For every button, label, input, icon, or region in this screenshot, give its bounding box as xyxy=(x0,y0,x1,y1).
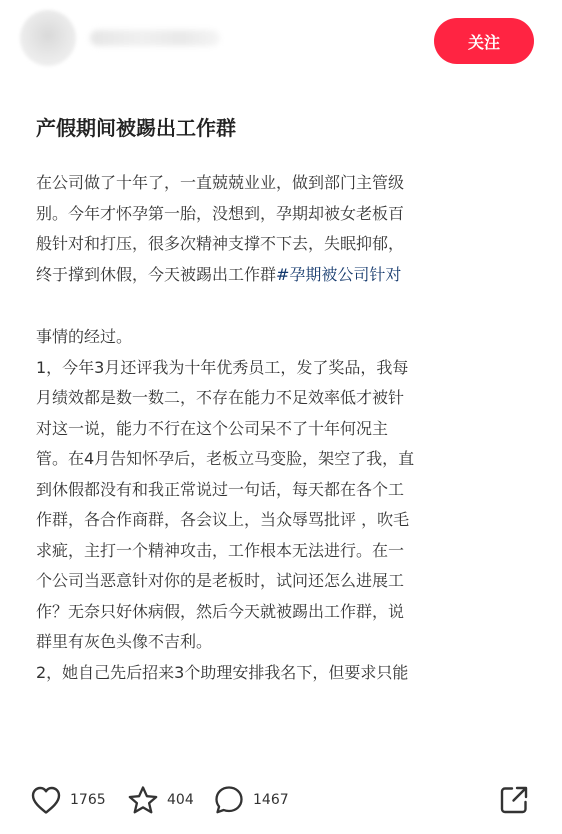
share-icon xyxy=(498,784,530,816)
body-line: 在公司做了十年了，一直兢兢业业，做到部门主管级 xyxy=(36,173,405,192)
body-line: 作群，各合作商群，各会议上，当众辱骂批评 ，吹毛 xyxy=(36,510,410,529)
paragraph-gap xyxy=(36,290,530,322)
body-line: 个公司当恶意针对你的是老板时，试问还怎么进展工 xyxy=(36,571,405,590)
star-icon xyxy=(127,785,159,816)
author-name[interactable] xyxy=(90,30,220,46)
body-line: 作？无奈只好休病假，然后今天就被踢出工作群，说 xyxy=(36,601,405,621)
hashtag-link[interactable]: #孕期被公司针对 xyxy=(276,264,402,284)
comment-count: 1467 xyxy=(253,792,289,808)
body-text: 终于撑到休假，今天被踢出工作群 xyxy=(36,264,277,284)
body-line: 到休假都没有和我正常说过一句话，每天都在各个工 xyxy=(36,479,405,499)
comment-bubble-icon xyxy=(213,784,245,816)
post-header xyxy=(0,0,562,80)
body-line xyxy=(36,260,530,291)
follow-button[interactable]: 关注 xyxy=(434,18,534,64)
post-title: 产假期间被踢出工作群 xyxy=(36,116,236,140)
share-button[interactable] xyxy=(498,784,530,816)
body-line: 1，今年3月还评我为十年优秀员工，发了奖品，我每 xyxy=(36,357,409,377)
body-line: 管。在4月告知怀孕后，老板立马变脸，架空了我，直 xyxy=(36,449,415,468)
body-line: 般针对和打压，很多次精神支撑不下去，失眠抑郁， xyxy=(36,234,405,253)
body-line: 月绩效都是数一数二，不存在能力不足效率低才被针 xyxy=(36,388,405,407)
heart-icon xyxy=(30,785,62,815)
post-body xyxy=(36,168,530,758)
collect-button[interactable] xyxy=(127,784,194,816)
comment-button[interactable] xyxy=(213,784,289,816)
body-line-partial: 2，她自己先后招来3个助理安排我名下，但要求只能 xyxy=(36,662,409,682)
section-heading: 事情的经过。 xyxy=(36,327,133,346)
body-line: 群里有灰色头像不吉利。 xyxy=(36,632,213,651)
avatar[interactable] xyxy=(20,10,76,66)
like-count: 1765 xyxy=(70,792,106,808)
like-button[interactable] xyxy=(30,784,106,816)
collect-count: 404 xyxy=(167,792,194,808)
body-line: 求疵，主打一个精神攻击，工作根本无法进行。在一 xyxy=(36,540,405,560)
body-line: 别。今年才怀孕第一胎，没想到，孕期却被女老板百 xyxy=(36,203,405,223)
engagement-bar xyxy=(0,764,562,834)
body-line: 对这一说，能力不行在这个公司呆不了十年何况主 xyxy=(36,418,389,438)
